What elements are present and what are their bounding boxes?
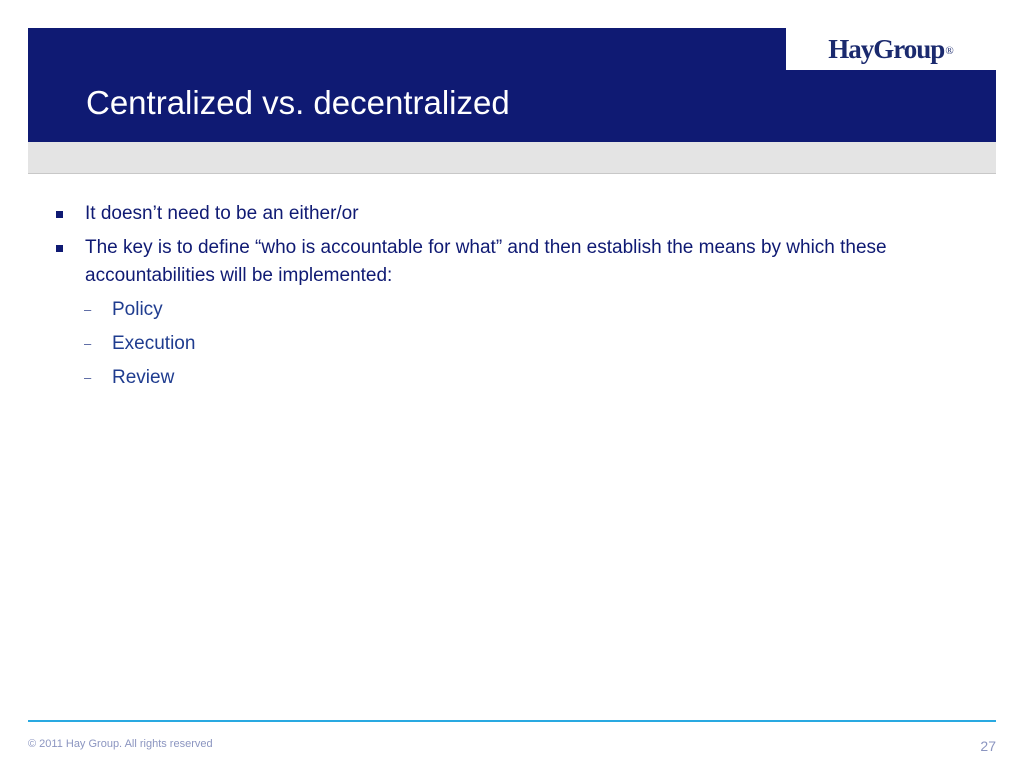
bullet-text: The key is to define “who is accountable for what” and then establish the means by which these accountabilities will be implemented:: [85, 237, 887, 286]
bullet-item: [56, 200, 936, 228]
bullet-item: [56, 234, 936, 290]
bullet-list: [56, 200, 936, 398]
slide-title: Centralized vs. decentralized: [86, 84, 510, 121]
dash-bullet-icon: –: [84, 302, 92, 317]
dash-bullet-icon: –: [84, 370, 92, 385]
page-number: 27: [980, 738, 996, 754]
copyright-notice: © 2011 Hay Group. All rights reserved: [28, 738, 213, 750]
sub-item: [56, 330, 936, 358]
footer-divider: [28, 720, 996, 722]
bullet-text: It doesn’t need to be an either/or: [85, 203, 359, 224]
sub-item-text: Execution: [112, 333, 196, 354]
slide-header: [28, 28, 996, 142]
logo-text: HayGroup: [828, 33, 945, 64]
sub-item: [56, 364, 936, 392]
header-subbar: [28, 142, 996, 174]
square-bullet-icon: [56, 245, 63, 252]
haygroup-logo: [786, 28, 996, 70]
registered-mark: ®: [945, 45, 954, 57]
sub-item: [56, 296, 936, 324]
sub-item-text: Policy: [112, 299, 163, 320]
sub-item-text: Review: [112, 367, 175, 388]
square-bullet-icon: [56, 211, 63, 218]
dash-bullet-icon: –: [84, 336, 92, 351]
